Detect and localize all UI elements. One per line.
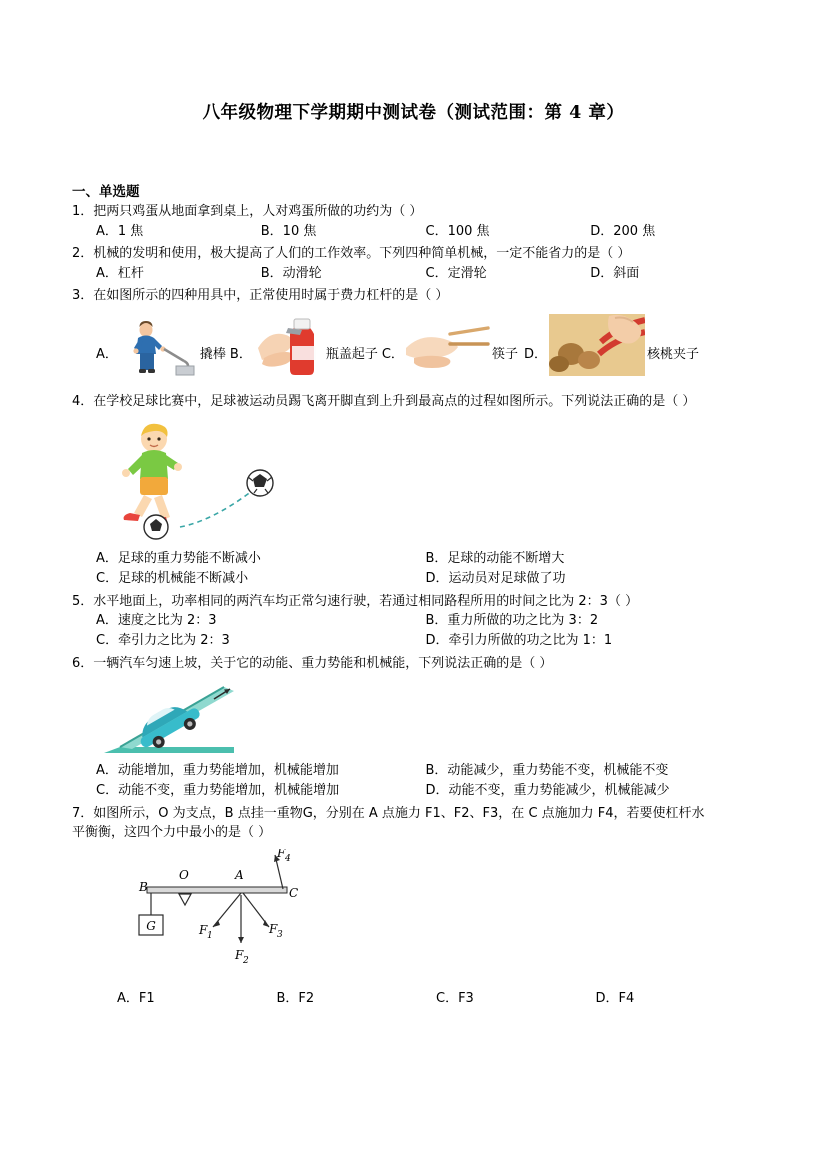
option-b: B．足球的动能不断增大	[425, 551, 565, 567]
question-5-options-row-1	[72, 611, 755, 631]
option-c: C．100 焦	[425, 223, 490, 239]
question-4-options-row-2	[72, 569, 755, 589]
question-4-text: 在学校足球比赛中，足球被运动员踢飞离开脚直到上升到最高点的过程如图所示。下列说法正确的是（ ）	[93, 393, 696, 409]
svg-text:O: O	[179, 868, 189, 883]
question-7-image	[72, 849, 755, 973]
svg-text:4: 4	[285, 854, 291, 865]
option-c: C．动能不变，重力势能增加，机械能增加	[96, 783, 340, 799]
chopsticks-photo	[406, 318, 490, 380]
option-d: D．F4	[595, 991, 635, 1007]
question-1-stem	[72, 202, 755, 222]
question-6-options-row-1	[72, 761, 755, 781]
svg-text:F: F	[235, 948, 244, 963]
question-5-stem	[72, 592, 755, 612]
option-a: A．动能增加，重力势能增加，机械能增加	[96, 763, 339, 779]
option-b: B．10 焦	[260, 223, 317, 239]
option-a: A．速度之比为 2：3	[96, 613, 217, 629]
svg-text:3: 3	[277, 930, 283, 941]
svg-text:G: G	[146, 919, 156, 934]
option-b: B．动滑轮	[260, 265, 322, 281]
nutcracker-photo	[549, 314, 645, 380]
question-7-line-1	[72, 804, 755, 824]
svg-text:F: F	[277, 849, 286, 861]
question-6-text: 一辆汽车匀速上坡，关于它的动能、重力势能和机械能，下列说法正确的是（ ）	[93, 655, 553, 671]
svg-text:1: 1	[207, 931, 213, 942]
man-with-crowbar-photo	[120, 316, 198, 380]
svg-text:B: B	[139, 880, 148, 895]
page-title: 八年级物理下学期期中测试卷（测试范围：第 4 章）	[202, 103, 625, 123]
question-2-stem	[72, 244, 755, 264]
option-c: C．牵引力之比为 2：3	[96, 633, 230, 649]
option-c: C．F3	[436, 991, 474, 1007]
option-a: A．足球的重力势能不断减小	[96, 551, 261, 567]
question-4-image	[72, 417, 755, 549]
svg-text:A: A	[235, 868, 244, 883]
question-7-stem	[72, 804, 755, 844]
option-d: D．斜面	[590, 265, 640, 281]
option-d: D．运动员对足球做了功	[425, 571, 566, 587]
option-c-caption: 筷子	[491, 346, 518, 362]
question-3-number: 3．	[72, 287, 94, 303]
option-c-label: C．	[381, 346, 404, 362]
question-3-text: 在如图所示的四种用具中，正常使用时属于费力杠杆的是（ ）	[93, 287, 449, 303]
option-c: C．足球的机械能不断减小	[96, 571, 249, 587]
question-6-number: 6．	[72, 655, 94, 671]
option-b-label: B．	[229, 346, 252, 362]
option-d: D．动能不变，重力势能减少，机械能减少	[425, 783, 670, 799]
svg-text:C: C	[289, 886, 299, 901]
option-a: A．杠杆	[96, 265, 144, 281]
svg-text:F: F	[269, 922, 278, 937]
option-b: B．重力所做的功之比为 3：2	[425, 613, 599, 629]
question-6-image	[72, 677, 755, 761]
question-5-options-row-2	[72, 631, 755, 651]
option-d-label: D．	[523, 346, 547, 362]
question-4-options-row-1	[72, 549, 755, 569]
question-2-options	[72, 264, 755, 284]
question-7-line-2: 平衡衡，这四个力中最小的是（ ）	[72, 825, 272, 841]
question-2-number: 2．	[72, 245, 94, 261]
question-1-number: 1．	[72, 204, 94, 219]
question-1-text: 把两只鸡蛋从地面拿到桌上，人对鸡蛋所做的功约为（ ）	[93, 204, 423, 219]
option-a: A．F1	[117, 991, 155, 1007]
question-3-image-row	[72, 314, 755, 380]
question-4-stem	[72, 392, 755, 412]
svg-text:2: 2	[243, 956, 249, 967]
option-a-label: A．	[96, 346, 118, 362]
option-d: D．牵引力所做的功之比为 1：1	[425, 633, 613, 649]
question-7-text-1: 如图所示，O 为支点，B 点挂一重物G，分别在 A 点施力 F1、F2、F3，在 C 点施加力 F4，若要使杠杆水	[93, 805, 705, 821]
question-5-text: 水平地面上，功率相同的两汽车均正常匀速行驶，若通过相同路程所用的时间之比为 2：3（ ）	[93, 593, 639, 609]
question-6-stem	[72, 654, 755, 674]
option-d-caption: 核桃夹子	[646, 346, 699, 362]
svg-text:F: F	[199, 923, 208, 938]
question-2-text: 机械的发明和使用，极大提高了人们的工作效率。下列四种简单机械，一定不能省力的是（ ）	[93, 245, 631, 261]
option-d: D．200 焦	[590, 223, 656, 239]
question-3-stem	[72, 286, 755, 306]
option-b-caption: 瓶盖起子	[325, 346, 378, 362]
option-a-caption: 撬棒	[199, 346, 226, 362]
question-1-options	[72, 222, 755, 242]
question-5-number: 5．	[72, 593, 94, 609]
question-6-options-row-2	[72, 781, 755, 801]
option-b: B．F2	[276, 991, 315, 1007]
option-a: A．1 焦	[96, 223, 144, 239]
option-b: B．动能减少，重力势能不变，机械能不变	[425, 763, 669, 779]
question-7-options	[72, 987, 755, 1006]
question-4-number: 4．	[72, 393, 94, 409]
question-7-number: 7．	[72, 805, 94, 821]
bottle-opener-photo	[254, 314, 324, 380]
option-c: C．定滑轮	[425, 265, 487, 281]
section-heading: 一、单选题	[72, 184, 140, 200]
